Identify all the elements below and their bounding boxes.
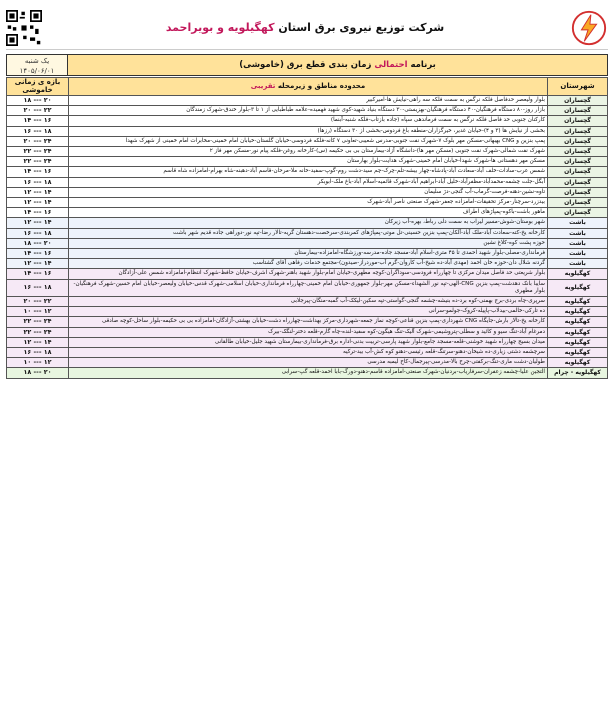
row-city: گچساران [548, 96, 608, 106]
header-time: بازه ی زمانی خاموشی [7, 78, 69, 96]
table-row [7, 147, 608, 157]
row-city: گچساران [548, 198, 608, 208]
row-city: کهگیلویه [548, 337, 608, 347]
table-row [7, 187, 608, 197]
table-row [7, 249, 608, 259]
row-time: ۱۴ --- ۱۶ [7, 269, 69, 279]
row-time: ۲۰ --- ۲۲ [7, 106, 69, 116]
table-row [7, 116, 608, 126]
row-time: ۱۸ --- ۲۰ [7, 368, 69, 378]
row-area: کارخانه یخ-تالار بارش-جایگاه CNG شهرداری-پمپ بنزین قناعی-کوچه نماز جمعه-شهرداری-مرکز بهداشت-چهارراه دشت-خیابان بهشتی-آزادگان-امامزاده بی بی حکیمه-بلوار ساحل-کوچه صادقی [69, 317, 548, 327]
row-city: کهگیلویه - چرام [548, 368, 608, 378]
row-area: بیدزرد-سرچنار-مرکز تحقیقات-امامزاده جعفر-شهرک صنعتی ناصر آباد-شهرک [69, 198, 548, 208]
row-area: بلوار شریعتی حد فاصل میدان مرکزی تا چهارراه فرودسی-سوداگران-کوچه مطهری-خیابان امام-بلوار شهید باهنر-شهرک اشرف-خیابان حافظ-شهرک انتظام-امامزاده شمس علی-آزادگان [69, 269, 548, 279]
table-row [7, 136, 608, 146]
row-time: ۱۸ --- ۲۰ [7, 238, 69, 248]
program-suffix: زمان بندی قطع برق (خاموشی) [239, 60, 372, 70]
row-time: ۱۲ --- ۱۴ [7, 259, 69, 269]
row-area: حوزه پشت کوه-کلاغ نشین [69, 238, 548, 248]
row-time: ۱۴ --- ۱۶ [7, 167, 69, 177]
row-area: پمپ بنزین و CNG بهبهانی-مسکن مهر بلوک ۷-شهرک نفت جنوبی-مدرس شعیبی-تعاونی ۷ کانه-فلکه فردوسی-خیابان گلستان-خیابان امام خمینی-مخابرات امام خمینی از شهرک شهدا [69, 136, 548, 146]
table-row [7, 96, 608, 106]
row-city: باشت [548, 259, 608, 269]
row-time: ۲۰ --- ۲۴ [7, 136, 69, 146]
header-area [69, 78, 548, 96]
row-time: ۲۲ --- ۲۴ [7, 147, 69, 157]
date-box [6, 54, 68, 76]
row-city: کهگیلویه [548, 269, 608, 279]
row-city: گچساران [548, 126, 608, 136]
table-row [7, 259, 608, 269]
row-city: گچساران [548, 116, 608, 126]
row-city: گچساران [548, 177, 608, 187]
row-area: بلوار ولیعصر حدفاصل فلکه نرگس به سمت فلکه سه راهی-نیایش ها-امیرکبیر [69, 96, 548, 106]
table-row [7, 317, 608, 327]
table-header-row [7, 78, 608, 96]
row-time: ۱۴ --- ۱۶ [7, 249, 69, 259]
outage-table [6, 77, 608, 379]
row-time: ۱۶ --- ۱۸ [7, 126, 69, 136]
row-city: گچساران [548, 106, 608, 116]
row-area: ماهور باشت-باکوه-پمپاژهای اطراف [69, 208, 548, 218]
program-title [68, 54, 608, 76]
row-area: شمس عرب-سادات-خلف آباد-سعادت آباد-پادشاه-چهار بیشه-تلم-چرک-چم سید-دشت روم-گوپ-سفید-خانه ملا-مرحان-قاسم آباد-دهبنه-شاه بهرام-امامزاده شاه قاسم [69, 167, 548, 177]
company-name: شرکت توزیع نیروی برق استان [278, 21, 445, 34]
table-row [7, 167, 608, 177]
program-highlight: احتمالی [374, 60, 408, 70]
row-time: ۱۲ --- ۱۴ [7, 198, 69, 208]
table-row [7, 157, 608, 167]
row-time: ۲۲ --- ۲۴ [7, 317, 69, 327]
table-row [7, 307, 608, 317]
row-time: ۲۰ --- ۲۲ [7, 297, 69, 307]
row-area: کارکنان جنوبی حد فاصل فلکه نرگس به سمت فرماندهی سپاه (جاده بازتاب-فلکه شنبه-آبنما) [69, 116, 548, 126]
row-area: کارخانه یخ-کته-سعادت آباد-ملک آباد-آلکان-پمپ بنزین حسینی-تل موتی-پمپاژهای کمربندی-سرخصت-دهستان گریه-تالار رضا-تپه نور-دوراهی جاده قدیم شهر باشت [69, 228, 548, 238]
table-row [7, 327, 608, 337]
table-row [7, 358, 608, 368]
row-time: ۱۸ --- ۲۰ [7, 96, 69, 106]
row-city: باشت [548, 249, 608, 259]
row-area: تاوه-نشین-دهنه-فرصت-گرماب-آب گنجی-دژ سلیمان [69, 187, 548, 197]
table-row [7, 368, 608, 378]
row-city: کهگیلویه [548, 297, 608, 307]
row-time: ۱۲ --- ۱۴ [7, 187, 69, 197]
row-city: کهگیلویه [548, 358, 608, 368]
table-body [7, 96, 608, 379]
row-city: گچساران [548, 147, 608, 157]
row-area: میدان بسیج چهارراه شهید خوشنی-قلعه-مسجد جامع-بلوار شهید پارسی-تربیت بدنی-اداره برق-فرمانداری-بیمارستان شهید جلیل-خیابان طالقانی [69, 337, 548, 347]
row-time: ۱۶ --- ۱۸ [7, 279, 69, 296]
row-area: سرچشمه دشتی زیاری-ده شیخان-دهنو-سرتنگ-قلعه رئیسی-دهنو کوه کش-آب بید-ترکیه [69, 348, 548, 358]
row-area: شهرک نفت شمالی-شهرک نفت جنوبی (مسکن مهر ها)-دانشگاه آزاد-بیمارستان بی بی حکیمه (س)-کارخانه روغن-فلکه پیام نور-مسکن مهر فاز ۲ [69, 147, 548, 157]
row-area: بخشی از نیایش ها (۳ و ۴)-خیابان غدیر، خیرگزاران-منطقه باغ فردوس-بخشی از ۳۰ دستگاه (رزها) [69, 126, 548, 136]
table-row [7, 337, 608, 347]
row-time: ۱۲ --- ۱۴ [7, 218, 69, 228]
row-city: گچساران [548, 208, 608, 218]
row-area: مسکن مهر دهستانی ها-شهرک شهدا-خیابان امام خمینی-شهرک هدایت-بلوار بهارستان [69, 157, 548, 167]
row-time: ۲۲ --- ۲۴ [7, 157, 69, 167]
table-row [7, 126, 608, 136]
table-row [7, 208, 608, 218]
row-time: ۱۴ --- ۱۶ [7, 208, 69, 218]
row-city: باشت [548, 228, 608, 238]
date-label: ۱۴۰۵/۰۶/۰۱ [19, 67, 55, 75]
row-area: التجین علیا-چشمه زعفران-سرفاریاب-بردنیان-شهرک صنعتی-امامزاده قاسم-دهنو-دورگ-بابا احمد-قلعه گپ-سرابی [69, 368, 548, 378]
row-city: گچساران [548, 157, 608, 167]
row-area: طولیان-دشت ماری-تنگ-برکفتی-چرخ بالا-مدرسی-پیرجمال-کاخ لیمبه مدرسی [69, 358, 548, 368]
row-time: ۱۶ --- ۱۸ [7, 228, 69, 238]
table-row [7, 348, 608, 358]
row-area: سرپری-چاه بردی-برج بهمنی-کوه برد-ده بنیشه-چشمه گنجی-گواستی-تپه سکین-لیکک-آب گمبه-منگان-پیرجلابی [69, 297, 548, 307]
row-area: شهر بوستان-شوش-مسیر لیراب به سمت دلی رباط، بهره-آب زیرکان [69, 218, 548, 228]
row-area: ده تارکی-خالمی-بیدلاب-پاپیله-کروک-جولمو-سرانی [69, 307, 548, 317]
table-row [7, 106, 608, 116]
row-time: ۱۶ --- ۱۸ [7, 177, 69, 187]
header-area-text: محدوده مناطق و زیرمحله [277, 81, 366, 90]
table-row [7, 238, 608, 248]
program-info-row [6, 54, 608, 76]
row-city: گچساران [548, 136, 608, 146]
header [6, 6, 608, 50]
row-city: باشت [548, 218, 608, 228]
row-city: کهگیلویه [548, 279, 608, 296]
row-city: کهگیلویه [548, 307, 608, 317]
row-time: ۲۲ --- ۲۴ [7, 327, 69, 337]
row-time: ۱۲ --- ۱۴ [7, 337, 69, 347]
table-row [7, 218, 608, 228]
row-area: آبگل-جلت چشمه-محمدآباد-مظفرآباد-خلیل آباد-ابراهیم آباد-شهرک قائمیه-اسلام آباد-باغ ملک-ابوبکر [69, 177, 548, 187]
header-area-highlight: تقریبی [250, 81, 276, 90]
table-row [7, 198, 608, 208]
row-area: سایبا بانک دهدشت-پمپ بنزین CNG-الهی-تپه نور الشهداء-مسکن مهر-بلوار جمهوری-خیابان امام خمینی-چهارراه فرمانداری-خیابان اسلامی-شهرک قدس-خیابان ولیعصر-خیابان امام حسین-شهرک فرهنگیان-بلوار مطهری [69, 279, 548, 296]
row-time: ۱۰ --- ۱۲ [7, 358, 69, 368]
table-row [7, 177, 608, 187]
table-row [7, 279, 608, 296]
row-area: دمرغام آباد-تنگ سیو و کائید و سطلی-پتروشیمی-شهرک آلیک-تنگ هیگون-کوه سفید-لنده-چاه گارم-قلعه دختر-لنگک-بیرک [69, 327, 548, 337]
qr-code-icon [6, 10, 42, 46]
company-title [46, 21, 564, 34]
row-city: گچساران [548, 167, 608, 177]
table-row [7, 297, 608, 307]
row-city: گچساران [548, 187, 608, 197]
row-city: کهگیلویه [548, 348, 608, 358]
row-city: کهگیلویه [548, 317, 608, 327]
day-label: یک شنبه [24, 57, 50, 65]
row-time: ۱۰ --- ۱۲ [7, 307, 69, 317]
header-city: شهرستان [548, 78, 608, 96]
row-city: باشت [548, 238, 608, 248]
row-time: ۱۶ --- ۱۸ [7, 348, 69, 358]
row-area: گردنه شلال دان-حوزه خان احمد (مهدی آباد-ده شیخ-آب کاروان-گرم آب-موردراز-صیدون)-مجتمع خدمات رفاهی آقای گشتاسب [69, 259, 548, 269]
row-area: فرمانداری-مصلی-بلوار شهید احمدی تا ۴۵ متری-اسلام آباد-مسجد جاده-مدرسه-ورزشگاه-امامزاده-بیمارستان [69, 249, 548, 259]
row-city: کهگیلویه [548, 327, 608, 337]
row-time: ۱۴ --- ۱۶ [7, 116, 69, 126]
table-row [7, 269, 608, 279]
program-prefix: برنامه [410, 60, 436, 70]
company-province: کهگیلویه و بویراحمد [165, 21, 275, 34]
table-row [7, 228, 608, 238]
power-company-logo-icon [570, 9, 608, 47]
row-area: بازار روز-۸۰ دستگاه فرهنگیان-۴۰ دستگاه فرهنگیان-بهزیستی-۳۰ دستگاه بنیاد شهید-کوی شهید فهمیده-علامه طباطبایی از ۱ تا ۳-بلوار خندق-شهرک زمندگان [69, 106, 548, 116]
